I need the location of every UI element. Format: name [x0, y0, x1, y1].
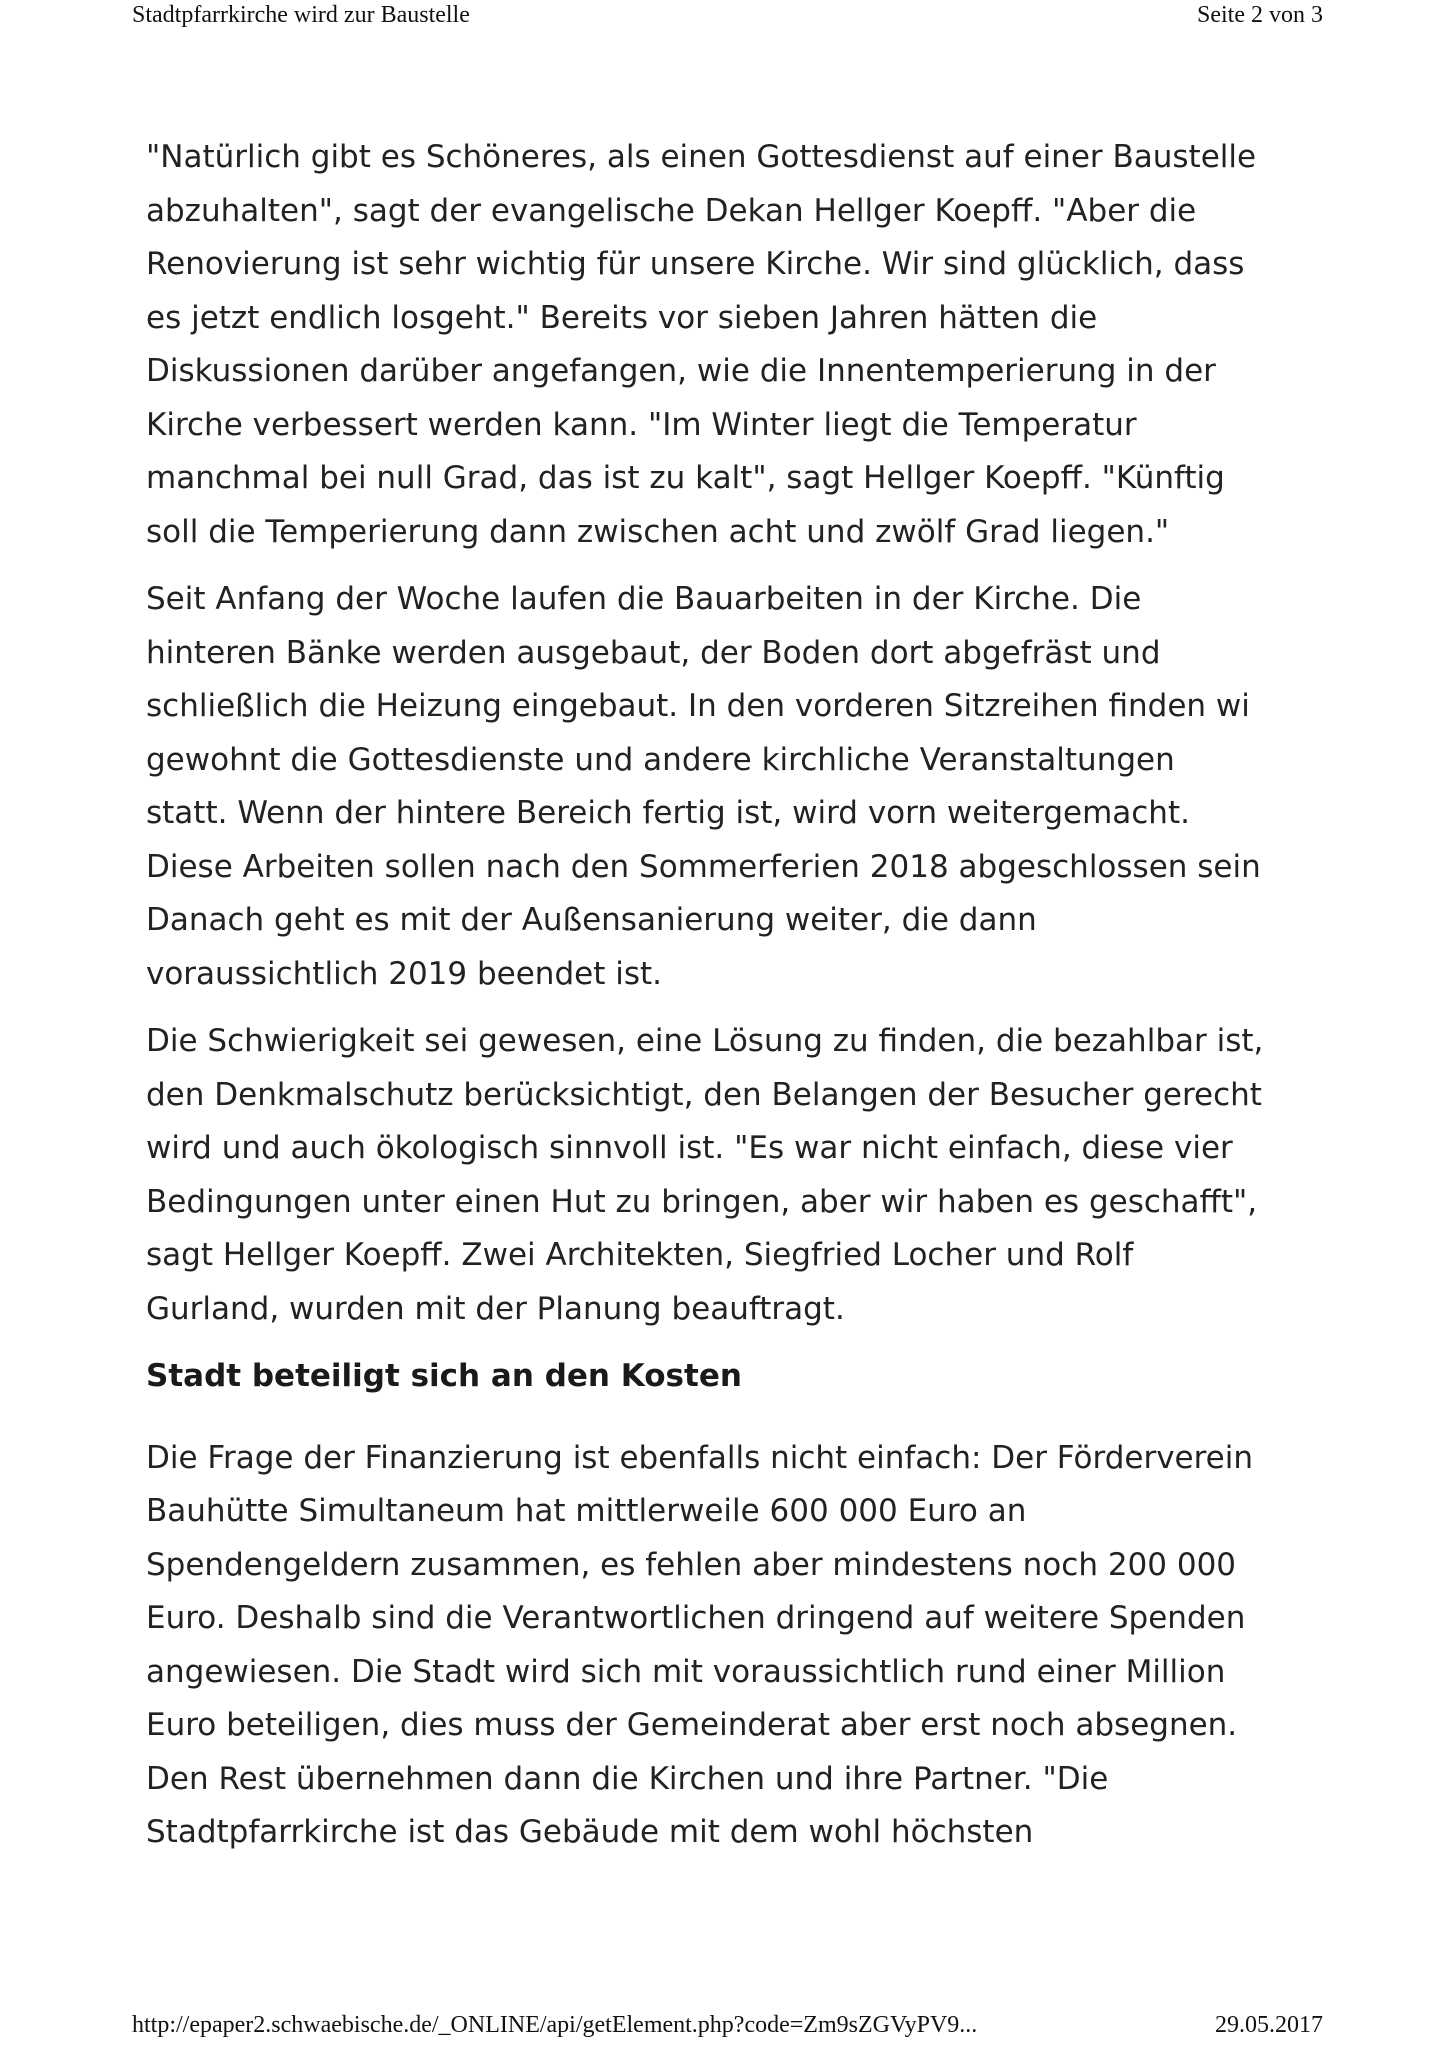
source-url: http://epaper2.schwaebische.de/_ONLINE/api/getElement.php?code=Zm9sZGVyPV9... [132, 2012, 978, 2038]
article-paragraph: "Natürlich gibt es Schöneres, als einen Gottesdienst auf einer Baustelle abzuhalten", sagt der evangelische Dekan Hellger Koepff. "Aber die Renovierung ist sehr wichtig für unsere Kirche. Wir sind glücklich, dass es jetzt endlich losgeht." Bereits vor sieben Jahren hätten die Diskussionen darüber angefangen, wie die Innentemperierung in der Kirche verbessert werden kann. "Im Winter liegt die Temperatur manchmal bei null Grad, das ist zu kalt", sagt Hellger Koepff. "Künftig soll die Temperierung dann zwischen acht und zwölf Grad liegen." [146, 139, 1257, 550]
article-body [146, 131, 1316, 1874]
article-paragraph: Die Schwierigkeit sei gewesen, eine Lösung zu finden, die bezahlbar ist, den Denkmalschutz berücksichtigt, den Belangen der Besucher gerecht wird und auch ökologisch sinnvoll ist. "Es war nicht einfach, diese vier Bedingungen unter einen Hut zu bringen, aber wir haben es geschafft", sagt Hellger Koepff. Zwei Architekten, Siegfried Locher und Rolf Gurland, wurden mit der Planung beauftragt. [146, 1023, 1264, 1327]
article-paragraph: Die Frage der Finanzierung ist ebenfalls nicht einfach: Der Förderverein Bauhütte Simultaneum hat mittlerweile 600 000 Euro an Spendengeldern zusammen, es fehlen aber mindestens noch 200 000 Euro. Deshalb sind die Verantwortlichen dringend auf weitere Spenden angewiesen. Die Stadt wird sich mit voraussichtlich rund einer Million Euro beteiligen, dies muss der Gemeinderat aber erst noch absegnen. Den Rest übernehmen dann die Kirchen und ihre Partner. "Die Stadtpfarrkirche ist das Gebäude mit dem wohl höchsten [146, 1439, 1254, 1850]
section-heading: Stadt beteiligt sich an den Kosten [146, 1358, 742, 1394]
article-paragraph: Seit Anfang der Woche laufen die Bauarbeiten in der Kirche. Die hinteren Bänke werden ausgebaut, der Boden dort abgefräst und schließlich die Heizung eingebaut. In den vorderen Sitzreihen finden wi gewohnt die Gottesdienste und andere kirchliche Veranstaltungen statt. Wenn der hintere Bereich fertig ist, wird vorn weitergemacht. Diese Arbeiten sollen nach den Sommerferien 2018 abgeschlossen sein Danach geht es mit der Außensanierung weiter, die dann voraussichtlich 2019 beendet ist. [146, 581, 1261, 992]
page-number: Seite 2 von 3 [1197, 2, 1323, 28]
print-date: 29.05.2017 [1215, 2012, 1323, 2038]
document-title: Stadtpfarrkirche wird zur Baustelle [132, 2, 470, 28]
